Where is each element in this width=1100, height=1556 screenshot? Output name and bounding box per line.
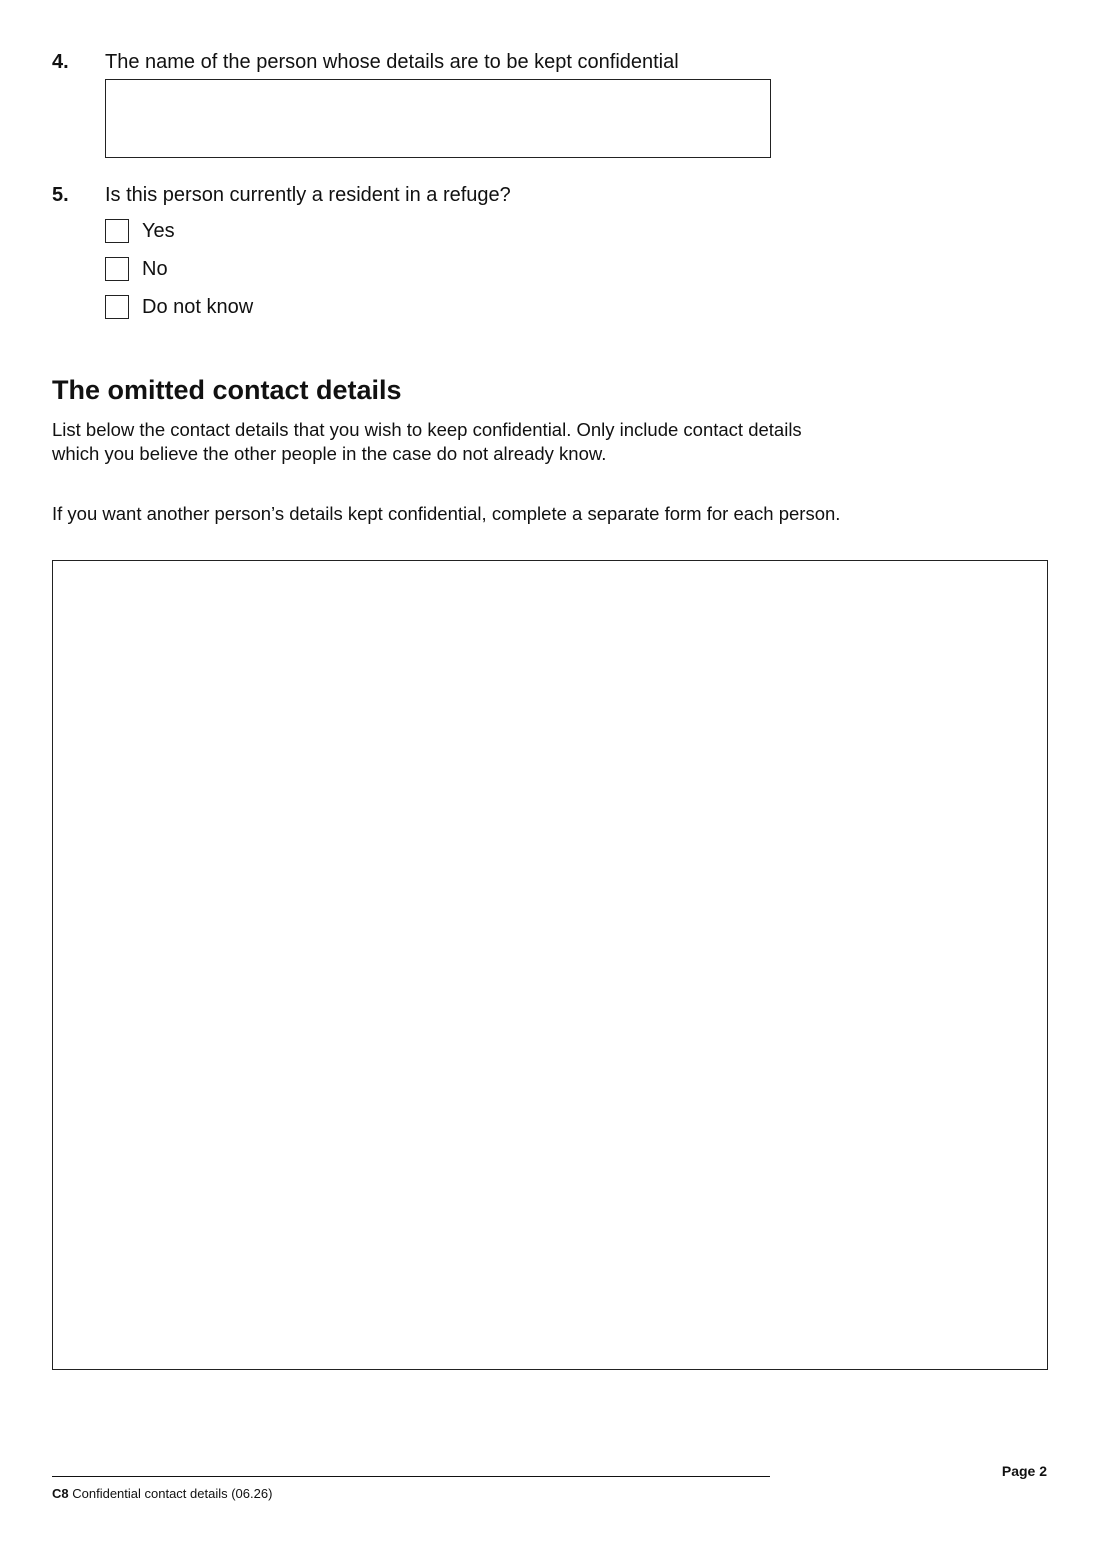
section-heading: The omitted contact details [52, 375, 402, 405]
do-not-know-checkbox[interactable] [105, 295, 129, 319]
yes-checkbox[interactable] [105, 219, 129, 243]
form-title: Confidential contact details (06.26) [68, 1486, 273, 1501]
instructions-paragraph-2: If you want another person’s details kept confidential, complete a separate form for each person. [52, 503, 841, 524]
option-yes[interactable] [105, 218, 175, 244]
question-5-number: 5. [52, 184, 69, 206]
do-not-know-label: Do not know [142, 296, 254, 318]
omitted-contact-details-field[interactable] [52, 560, 1048, 1370]
no-checkbox[interactable] [105, 257, 129, 281]
footer-form-reference [52, 1486, 272, 1502]
no-label: No [142, 258, 168, 280]
instructions-paragraph-1: List below the contact details that you wish to keep confidential. Only include contact details which you believe the other people in the case do not already know. [52, 419, 802, 464]
question-4-text: The name of the person whose details are to be kept confidential [105, 51, 679, 73]
yes-label: Yes [142, 220, 175, 242]
footer-divider [52, 1476, 770, 1477]
question-4-number: 4. [52, 51, 69, 73]
question-5-text: Is this person currently a resident in a refuge? [105, 184, 511, 206]
page-number: Page 2 [1001, 1463, 1047, 1479]
person-name-field[interactable] [105, 79, 771, 158]
form-code: C8 [52, 1486, 69, 1501]
option-do-not-know[interactable] [105, 294, 253, 320]
option-no[interactable] [105, 256, 168, 282]
